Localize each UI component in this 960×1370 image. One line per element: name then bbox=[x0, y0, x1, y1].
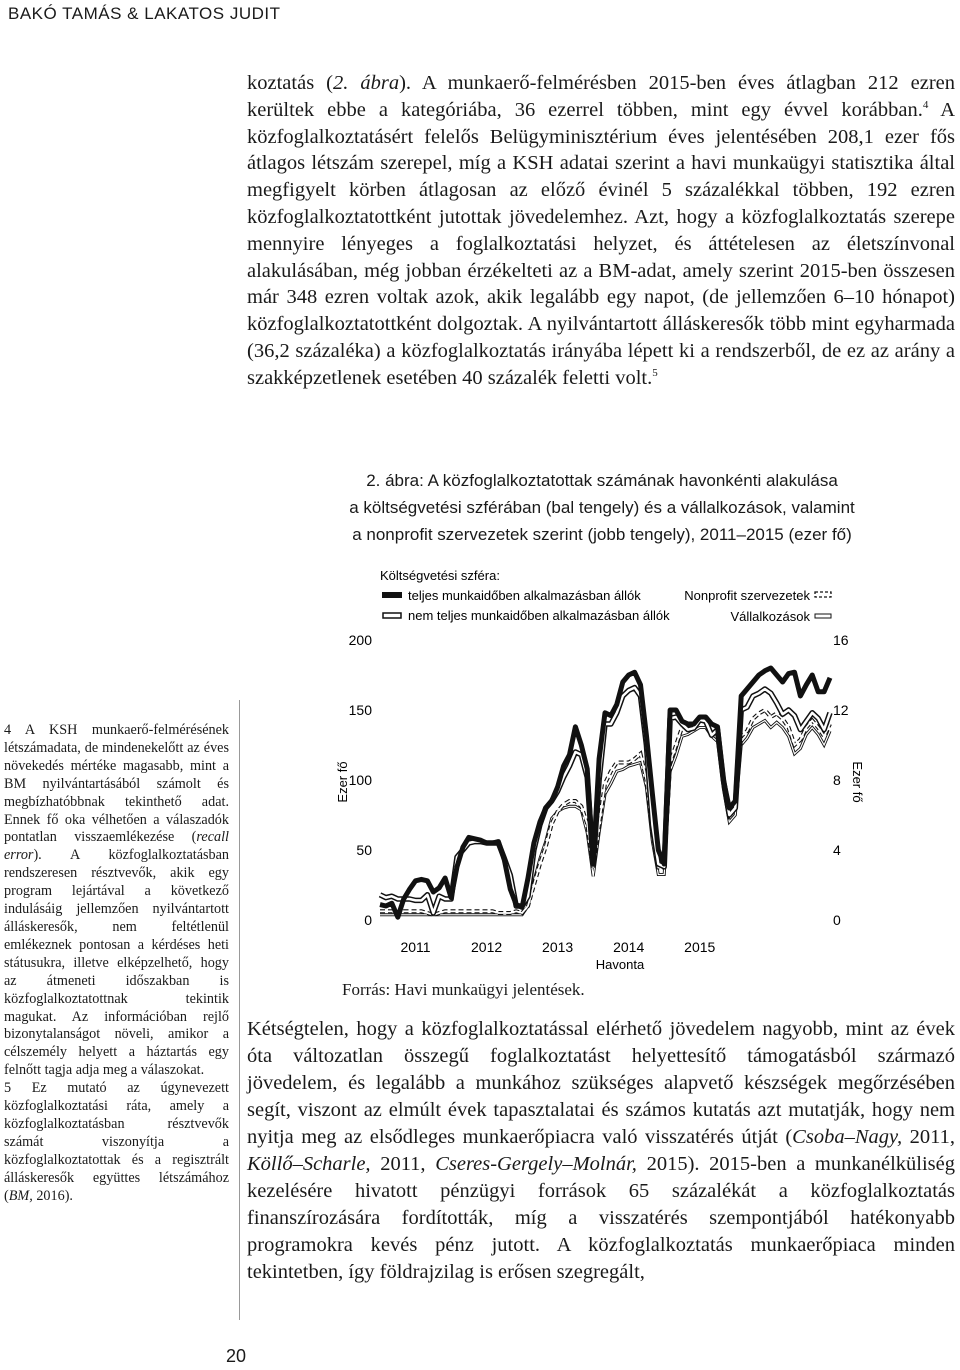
x-tick-label: 2013 bbox=[542, 939, 574, 955]
y-tick-label-right: 8 bbox=[833, 772, 841, 788]
y-tick-label-right: 0 bbox=[833, 912, 841, 928]
legend-label: nem teljes munkaidőben alkalmazásban állók bbox=[408, 608, 670, 623]
citation: Köllő–Scharle, bbox=[247, 1153, 371, 1175]
legend-item-full-time bbox=[382, 588, 641, 603]
body-text-bottom bbox=[247, 1016, 955, 1286]
legend-item-nonprofit bbox=[684, 588, 831, 603]
y-tick-label-right: 4 bbox=[833, 842, 841, 858]
footnotes bbox=[4, 722, 229, 1205]
figure-reference: 2. ábra bbox=[333, 72, 400, 94]
legend-item-companies bbox=[731, 609, 832, 624]
paragraph: koztatás (2. ábra). A munkaerő-felmérésben 2015-ben éves átlagban 212 ezren kerültek ebbe a kategóriába, 36 ezerrel többen, mint egy évvel korábban.$^4$ A közfoglalkoztatásért felelős Belügyminisztérium éves jelentésében 208,1 ezer fős átlagos létszám szerepel, míg a KSH adatai szerint a havi munkaügyi statisztika által megfigyelt körben átlagosan az előző évinél 5 százalékkal többen, 192 ezren közfoglalkoztatottként jutottak jövedelemhez. Azt, hogy a közfoglalkoztatás szerepe mennyire lényeges a foglalkoztatási helyzet, és áttételesen az életszínvonal alakulásában, még jobban érzékelteti az a BM-adat, amely szerint 2015-ben összesen már 348 ezren voltak azok, akik legalább egy napot, (de jellemzően 6–10 hónapot) közfoglalkoztatottként dolgoztak. A nyilvántartott álláskeresők több mint egyharmada (36,2 százaléka) a közfoglalkoztatás irányába lépett ki a rendszerből, de ez az arány a szakképzetlenek esetében 40 százalék feletti volt.$^5$ bbox=[247, 72, 955, 389]
legend-group-title: Költségvetési szféra: bbox=[380, 568, 500, 583]
citation: Cseres-Gergely–Molnár, bbox=[435, 1153, 637, 1175]
left-axis-ticks bbox=[349, 632, 373, 928]
footnote-marker: 5 bbox=[652, 366, 658, 379]
figure-title-line: 2. ábra: A közfoglalkoztatottak számának havonkénti alakulása bbox=[366, 471, 838, 490]
right-axis-ticks bbox=[833, 632, 849, 928]
x-tick-label: 2015 bbox=[684, 939, 716, 955]
y-tick-label-left: 0 bbox=[364, 912, 372, 928]
left-axis-label: Ezer fő bbox=[335, 761, 350, 803]
figure-caption bbox=[262, 467, 942, 548]
figure-source: Forrás: Havi munkaügyi jelentések. bbox=[342, 980, 585, 999]
legend-swatch-thin-double bbox=[815, 614, 831, 618]
footnote-5: 5 Ez mutató az úgynevezett közfoglalkoztatási ráta, amely a közfoglalkoztatásban résztvevők számát viszonyítja a közfoglalkoztatottak és a regisztrált álláskeresők együttes létszámához (BM, 2016). bbox=[4, 1080, 229, 1204]
y-tick-label-right: 12 bbox=[833, 702, 849, 718]
legend-label: Vállalkozások bbox=[730, 609, 810, 624]
page-number: 20 bbox=[226, 1346, 247, 1366]
x-tick-label: 2011 bbox=[400, 939, 431, 955]
figure-title-line: a nonprofit szervezetek szerint (jobb tengely), 2011–2015 (ezer fő) bbox=[352, 525, 852, 544]
citation: Csoba–Nagy, bbox=[792, 1126, 903, 1148]
y-tick-label-right: 16 bbox=[833, 632, 849, 648]
legend-label: teljes munkaidőben alkalmazásban állók bbox=[408, 588, 641, 603]
x-axis-label: Havonta bbox=[595, 957, 645, 972]
legend-item-part-time bbox=[383, 608, 670, 623]
series-layer bbox=[380, 668, 830, 917]
x-tick-label: 2012 bbox=[471, 939, 503, 955]
legend-swatch-thick-black bbox=[382, 592, 402, 598]
legend-swatch-dashed-outline bbox=[815, 592, 831, 597]
x-axis-ticks bbox=[400, 939, 715, 955]
legend-swatch-double-outline bbox=[383, 613, 401, 618]
y-tick-label-left: 100 bbox=[348, 772, 372, 788]
paragraph: Kétségtelen, hogy a közfoglalkoztatással elérhető jövedelem nagyobb, mint az évek óta változatlan összegű foglalkoztatást helyettesítő támogatásból származó jövedelem, és legalább a munkához szükséges alapvető készségek megőrzésében segít, viszont az elmúlt évek tapasztalatai és számos kutatás azt mutatják, hogy nem nyitja meg az elsődleges munkaerőpiacra való visszatérés útját (Csoba–Nagy, 2011, Köllő–Scharle, 2011, Cseres-Gergely–Molnár, 2015). 2015-ben a munkanélküliség kezelésére hivatott pénzügyi források 65 százalékát a közfoglalkoztatás finanszírozására fordították, míg a visszatérés szempontjából hatékonyabb programokra kevés pénz jutott. A közfoglalkoztatás munkaerőpiaca minden tekintetben, így földrajzilag is erősen szegregált, bbox=[247, 1018, 955, 1283]
footnote-4: 4 A KSH munkaerő-felmérésének létszámadata, de mindenekelőtt az éves növekedés mértéke magasabb, mint a BM nyilvántartásából számolt és megbízhatóbbnak tekinthető adat. Ennek fő oka vélhetően a válaszadók pontatlan visszaemlékezése (recall error). A közfoglalkoztatásban rendszeresen résztvevők, akik egy program lejártával a következő indulásáig jellemzően nyilvántartott álláskeresők, nem feltétlenül emlékeznek pontosan a kérdéses heti státusukra, illetve elképzelhető, hogy az átmeneti időszakban is közfoglalkoztatottnak tekintik magukat. Az információban rejlő bizonytalanságot növeli, amikor a célszemély helyett a háztartás egy felnőtt tagja adja meg a válaszokat. bbox=[4, 722, 229, 1079]
x-tick-label: 2014 bbox=[613, 939, 645, 955]
running-header: BAKÓ TAMÁS & LAKATOS JUDIT bbox=[8, 4, 281, 23]
column-divider bbox=[239, 700, 240, 1320]
body-text-top bbox=[247, 70, 955, 392]
footnote-marker: 4 bbox=[922, 98, 929, 111]
y-tick-label-left: 50 bbox=[356, 842, 372, 858]
right-axis-label: Ezer fő bbox=[850, 761, 865, 803]
line-chart bbox=[290, 560, 890, 975]
y-tick-label-left: 150 bbox=[348, 702, 372, 718]
y-tick-label-left: 200 bbox=[348, 632, 372, 648]
legend-label: Nonprofit szervezetek bbox=[684, 588, 810, 603]
figure-title-line: a költségvetési szférában (bal tengely) és a vállalkozások, valamint bbox=[349, 498, 855, 517]
